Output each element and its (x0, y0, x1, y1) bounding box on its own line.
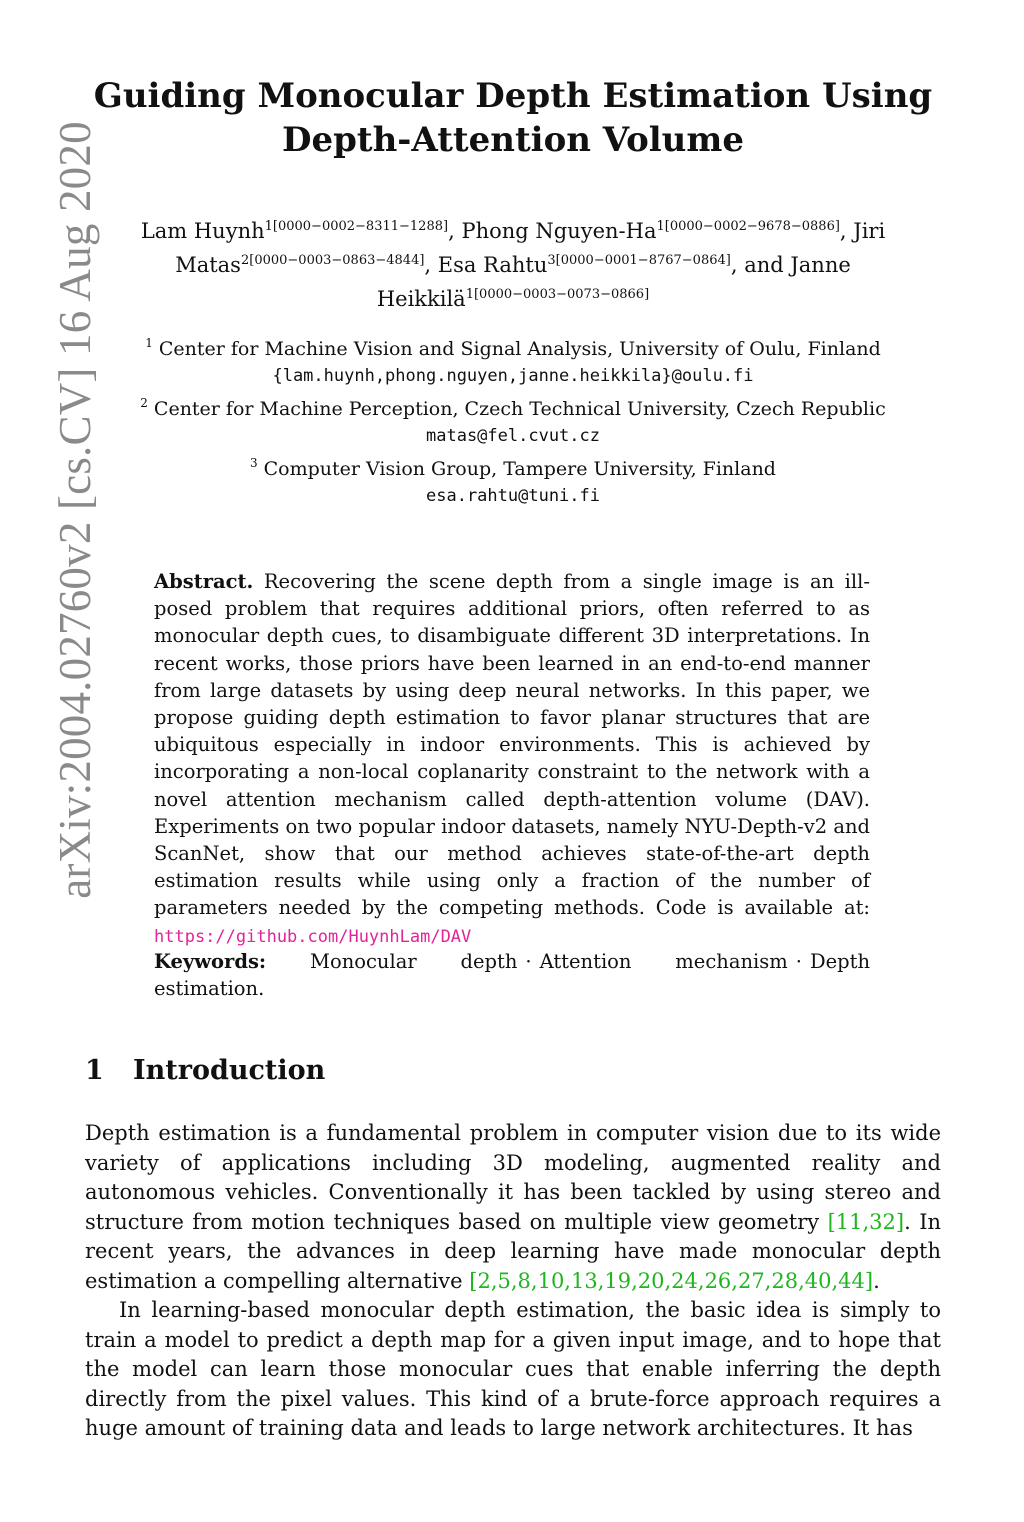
intro-text: . In recent years, the advances in deep learning have made monocular depth estimation a compelling alternative (85, 1209, 942, 1293)
arxiv-stamp (40, 70, 110, 950)
author-line-2: Matas$^{2[0000-0003-0863-4844]}$, Esa Rahtu$^{3[0000-0001-8767-0864]}$, and Janne (175, 253, 851, 277)
title-line-2: Depth-Attention Volume (281, 120, 744, 160)
author-affiliation-mark: 1 (264, 219, 273, 234)
keywords (154, 948, 870, 1002)
affiliation-name: Computer Vision Group, Tampere University, Finland (263, 458, 776, 480)
author-orcid: [0000−0003−0073−0866] (473, 287, 650, 302)
code-link[interactable]: https://github.com/HuynhLam/DAV (154, 926, 472, 947)
author-affiliation-mark: 1 (656, 219, 665, 234)
author-name: Esa Rahtu (437, 253, 548, 277)
intro-text: Depth estimation is a fundamental problem in computer vision due to its wide variety of applications including 3D modeling, augmented reality and autonomous vehicles. Conventionally it has been tackled by using stereo and structure from motion techniques based on multiple view geometry (85, 1121, 941, 1234)
affiliation-2-email[interactable]: matas@fel.cvut.cz (426, 426, 600, 446)
keyword: Monocular depth (309, 950, 518, 973)
author-line-1: Lam Huynh$^{1[0000-0002-8311-1288]}$, Phong Nguyen-$Ha^{1[0000-0002-9678-0886]}$, Jiri (140, 219, 886, 243)
keyword: Attention mechanism (539, 950, 788, 973)
arxiv-stamp-text: arXiv:2004.02760v2 [cs.CV] 16 Aug 2020 (50, 121, 101, 899)
affiliation-2 (85, 390, 941, 423)
citation-link[interactable]: [11,32] (827, 1209, 905, 1234)
author-line-3 (85, 280, 941, 314)
author-name-part: and Janne (744, 253, 851, 277)
citation-link[interactable]: [2,5,8,10,13,19,20,24,26,27,28,40,44] (469, 1268, 874, 1293)
affiliation-3-email[interactable]: esa.rahtu@tuni.fi (426, 486, 600, 506)
affiliation-name: Center for Machine Vision and Signal Analysis, University of Oulu, Finland (158, 338, 881, 360)
keywords-label: Keywords: (154, 950, 267, 973)
abstract-text: Recovering the scene depth from a single image is an ill-posed problem that requires additional priors, often referred to as monocular depth cues, to disambiguate different 3D interpretations. In recent works, those priors have been learned in an end-to-end manner from large datasets by using deep neural networks. In this paper, we propose guiding depth estimation to favor planar structures that are ubiquitous especially in indoor environments. This is achieved by incorporating a non-local coplanarity constraint to the network with a novel attention mechanism called depth-attention volume (DAV). Experiments on two popular indoor datasets, namely NYU-Depth-v2 and ScanNet, show that our method achieves state-of-the-art depth estimation results while using only a fraction of the number of parameters needed by the competing methods. Code is available at: (154, 570, 870, 920)
affiliation-number: 3 (250, 456, 258, 470)
affiliations (85, 330, 941, 510)
author-name-part: Heikkilä (376, 287, 466, 311)
author-name: Lam Huynh (140, 219, 265, 243)
section-heading (85, 1052, 941, 1090)
author-affiliation-mark: 2 (240, 253, 250, 268)
keyword-separator: · (795, 950, 802, 973)
paper-title (85, 74, 941, 162)
keyword-separator: · (525, 950, 532, 973)
author-orcid: [0000−0001−8767−0864] (555, 253, 731, 268)
affiliation-1-email[interactable]: {lam.huynh,phong.nguyen,janne.heikkila}@oulu.fi (272, 366, 754, 386)
author-orcid: [0000−0003−0863−4844] (249, 253, 425, 268)
abstract-label: Abstract. (154, 570, 254, 593)
author-list (85, 212, 941, 314)
intro-text: . (873, 1268, 880, 1293)
author-orcid: [0000−0002−8311−1288] (272, 219, 449, 234)
author-orcid: [0000−0002−9678−0886] (664, 219, 840, 234)
keyword: Depth estimation. (154, 950, 871, 1001)
title-line-1: Guiding Monocular Depth Estimation Using (93, 76, 933, 116)
affiliation-1 (85, 330, 941, 363)
affiliation-number: 1 (145, 336, 153, 350)
intro-paragraph-1 (85, 1119, 941, 1296)
affiliation-number: 2 (140, 396, 148, 410)
author-name-part: Jiri (853, 219, 886, 243)
intro-paragraph-2: In learning-based monocular depth estimation, the basic idea is simply to train a model to predict a depth map for a given input image, and to hope that the model can learn those monocular cues that enable inferring the depth directly from the pixel values. This kind of a brute-force approach requires a huge amount of training data and leads to large network architectures. It has (85, 1298, 941, 1440)
section-title: Introduction (133, 1055, 326, 1086)
section-number: 1 (85, 1055, 104, 1086)
affiliation-3 (85, 450, 941, 483)
author-affiliation-mark: 1 (465, 287, 474, 302)
author-name-part: Matas (175, 253, 241, 277)
author-affiliation-mark: 3 (547, 253, 556, 268)
affiliation-name: Center for Machine Perception, Czech Technical University, Czech Republic (153, 398, 886, 420)
abstract (154, 568, 870, 951)
author-name: Phong Nguyen-Ha (461, 219, 657, 243)
